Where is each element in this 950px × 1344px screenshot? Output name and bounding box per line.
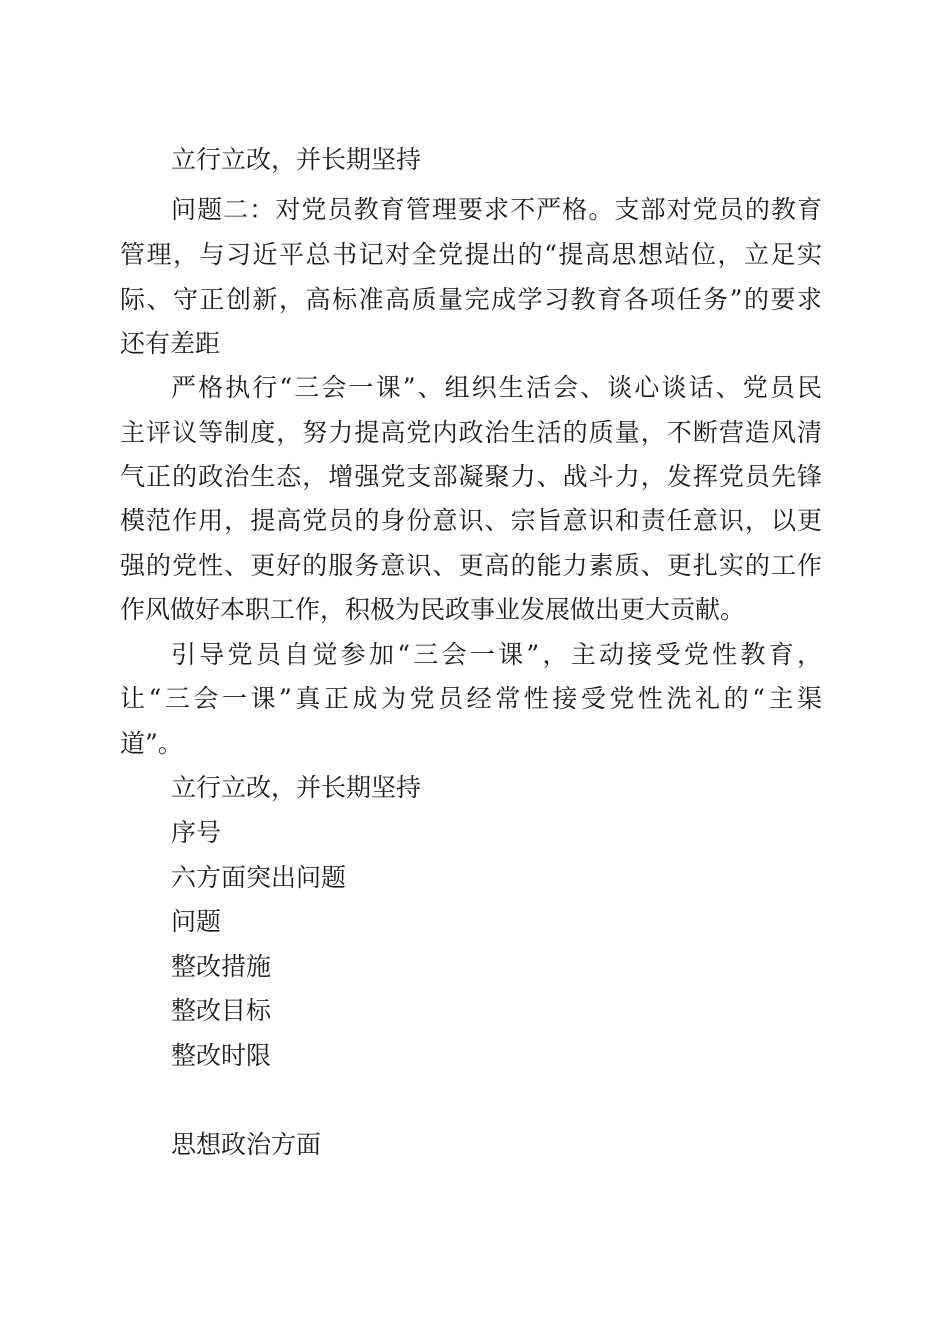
paragraph-line: 强的党性、更好的服务意识、更高的能力素质、更扎实的工作 xyxy=(120,551,822,580)
paragraph-line: 立行立改，并长期坚持 xyxy=(171,145,422,174)
paragraph-line: 主评议等制度，努力提高党内政治生活的质量，不断营造风清 xyxy=(120,418,822,447)
paragraph-line: 气正的政治生态，增强党支部凝聚力、战斗力，发挥党员先锋 xyxy=(120,462,822,491)
paragraph-line: 管理，与习近平总书记对全党提出的“提高思想站位，立足实 xyxy=(120,240,822,269)
table-header-goals: 整改目标 xyxy=(171,996,272,1025)
table-header-problem-category: 六方面突出问题 xyxy=(171,863,347,892)
paragraph-line: 引导党员自觉参加“三会一课”，主动接受党性教育， xyxy=(171,640,822,669)
paragraph-line: 还有差距 xyxy=(120,329,221,358)
paragraph-line: 问题二：对党员教育管理要求不严格。支部对党员的教育 xyxy=(171,195,822,224)
paragraph-line: 立行立改，并长期坚持 xyxy=(171,773,422,802)
paragraph-line: 模范作用，提高党员的身份意识、宗旨意识和责任意识，以更 xyxy=(120,506,822,535)
section-title: 思想政治方面 xyxy=(171,1130,322,1159)
paragraph-line: 作风做好本职工作，积极为民政事业发展做出更大贡献。 xyxy=(120,595,746,624)
table-header-measures: 整改措施 xyxy=(171,952,272,981)
table-header-deadline: 整改时限 xyxy=(171,1041,272,1070)
paragraph-line: 道”。 xyxy=(120,729,183,758)
paragraph-line: 严格执行“三会一课”、组织生活会、谈心谈话、党员民 xyxy=(171,373,822,402)
paragraph-line: 让“三会一课”真正成为党员经常性接受党性洗礼的“主渠 xyxy=(120,684,822,713)
table-header-problem: 问题 xyxy=(171,907,222,936)
table-header-serial: 序号 xyxy=(171,818,222,847)
paragraph-line: 际、守正创新，高标准高质量完成学习教育各项任务”的要求 xyxy=(120,285,822,314)
